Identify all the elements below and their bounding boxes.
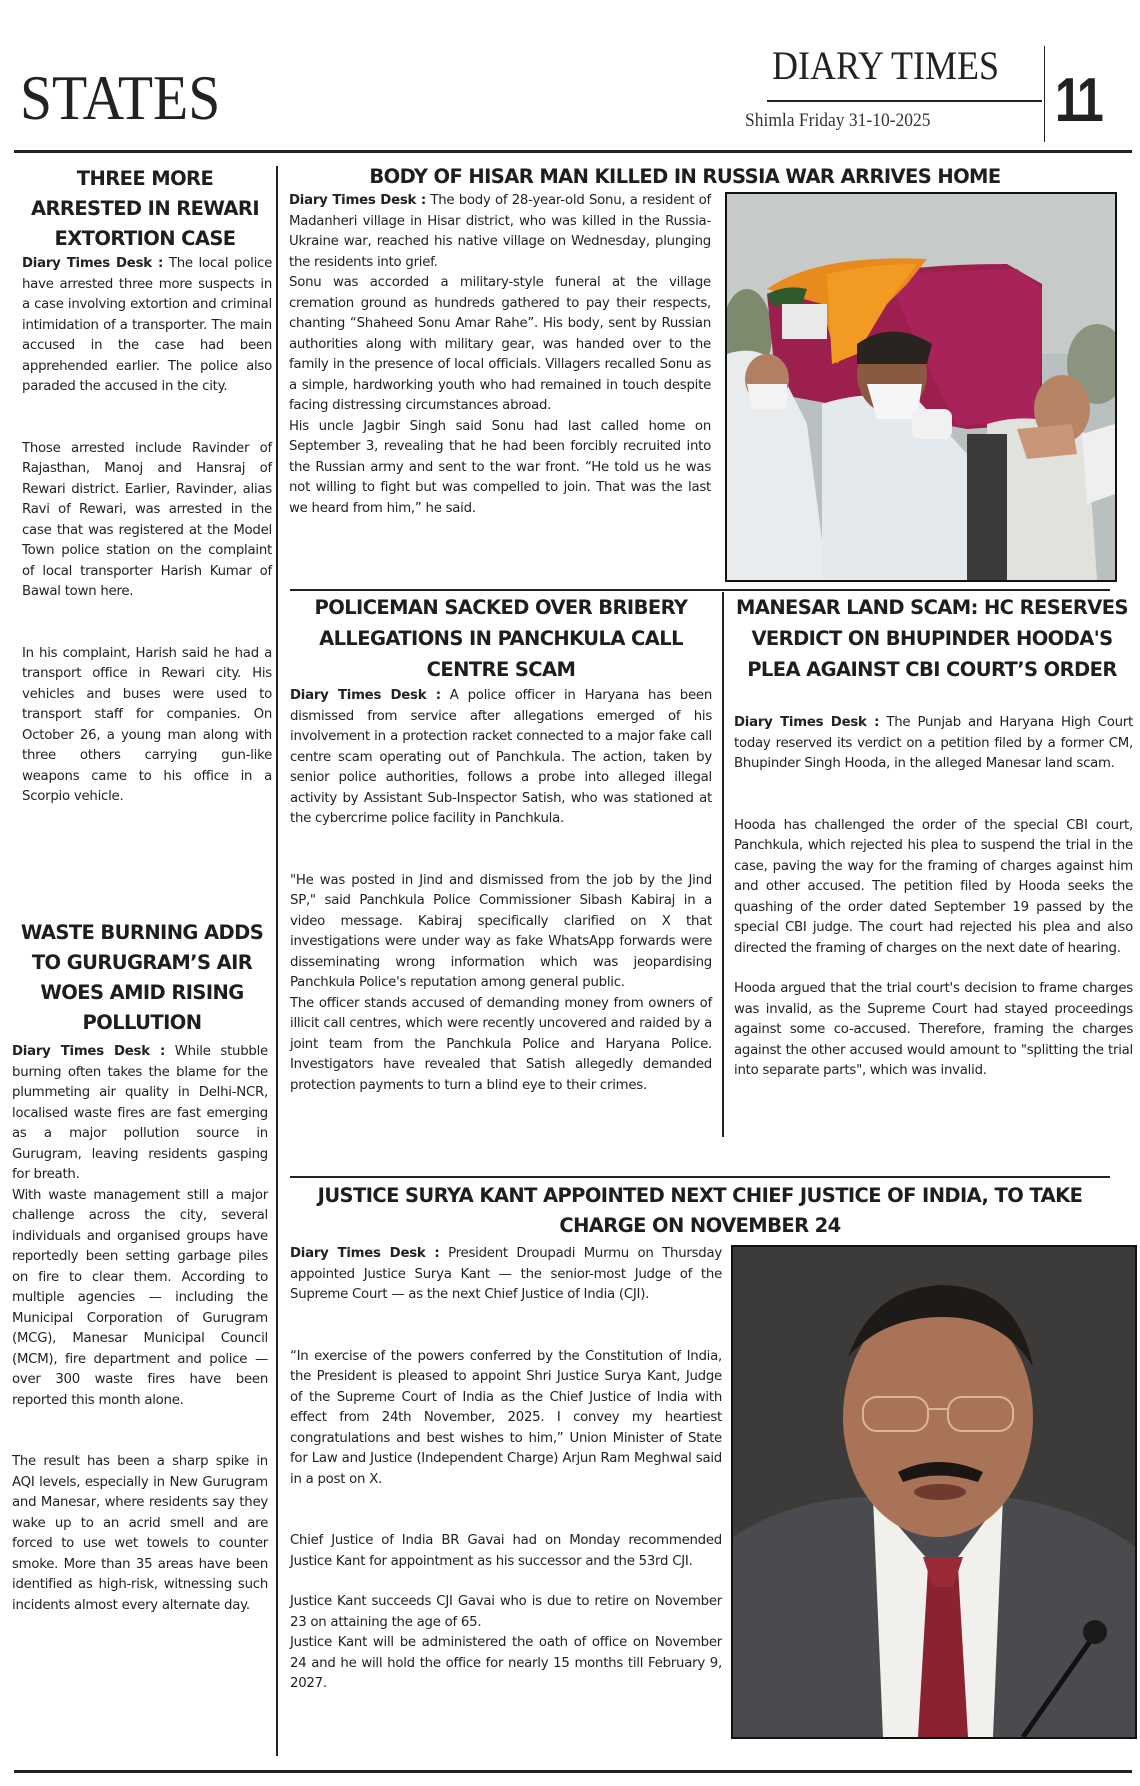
masthead-underline [767, 100, 1042, 102]
story-separator-middle [290, 589, 1110, 591]
top-rule [14, 150, 1132, 153]
paragraph-text: A police officer in Haryana has been dismissed from service after allegations emerged of his involvement in a protection racket connected to a major fake call centre scam operating out of Panchkula. The action, taken by senior police authorities, follows a probe into alleged illegal activity by Assistant Sub-Inspector Satish, who was stationed at the cybercrime police facility in Panchkula. [290, 688, 712, 826]
paragraph: With waste management still a major challenge across the city, several individuals and organised groups have reportedly been setting garbage piles on fire to clear them. According to multiple agencies — including the Municipal Corporation of Gurugram (MCG), Manesar Municipal Council (MCM), fire department and police — over 300 waste fires have been reported this month alone. [12, 1187, 268, 1408]
paragraph: Hooda has challenged the order of the special CBI court, Panchkula, which rejected his plea to suspend the trial in the case, paving the way for the framing of charges against him and other accused. The petition filed by Hooda seeks the quashing of the order dated September 19 passed by the special CBI judge. The court had rejected his plea and also directed the framing of charges on the next date of hearing. [734, 817, 1133, 956]
paragraph: Sonu was accorded a military-style funeral at the village cremation ground as hundreds gathered to pay their respects, chanting “Shaheed Sonu Amar Rahe”. His body, sent by Russian authorities along with military gear, was handed over to the family in the presence of local officials. Villagers recalled Sonu as a simple, hardworking youth who had remained in touch despite facing distressing circumstances abroad. [289, 275, 711, 413]
byline: Diary Times Desk : [22, 256, 164, 271]
story-body [290, 686, 712, 1096]
paragraph-text: The body of 28-year-old Sonu, a resident of Madanheri village in Hisar district, who was killed in the Russia-Ukraine war, reached his native village on Wednesday, plunging the residents into grief. [289, 193, 711, 270]
paragraph: The officer stands accused of demanding money from owners of illicit call centres, which were recently uncovered and raided by a joint team from the Panchkula Police and Haryana Police. Investigators have revealed that Satish allegedly demanded protection payments to turn a blind eye to their crimes. [290, 995, 712, 1093]
masthead-divider [1044, 46, 1045, 142]
byline: Diary Times Desk : [290, 688, 441, 703]
paragraph: Chief Justice of India BR Gavai had on Monday recommended Justice Kant for appointment as his successor and the 53rd CJI. [290, 1533, 722, 1569]
headline: MANESAR LAND SCAM: HC RESERVES VERDICT ON BHUPINDER HOODA'S PLEA AGAINST CBI COURT’S ORDER [736, 596, 1128, 681]
story-body [734, 713, 1133, 1082]
headline: WASTE BURNING ADDS TO GURUGRAM’S AIR WOES AMID RISING POLLUTION [20, 921, 264, 1034]
story-body [12, 1042, 268, 1616]
story-body [22, 254, 272, 808]
paragraph [734, 713, 1133, 775]
headline: POLICEMAN SACKED OVER BRIBERY ALLEGATIONS IN PANCHKULA CALL CENTRE SCAM [314, 596, 688, 681]
paragraph: His uncle Jagbir Singh said Sonu had last called home on September 3, revealing that he had been forcibly recruited into the Russian army and sent to the war front. “He told us he was not willing to fight but was compelled to join. That was the last we heard from him,” he said. [289, 418, 711, 516]
paragraph-text: While stubble burning often takes the blame for the plummeting air quality in Delhi-NCR, localised waste fires are fast emerging as a major pollution source in Gurugram, leaving residents gasping for breath. [12, 1044, 268, 1182]
story-body [289, 191, 711, 519]
paragraph [290, 1244, 722, 1306]
headline: JUSTICE SURYA KANT APPOINTED NEXT CHIEF JUSTICE OF INDIA, TO TAKE CHARGE ON NOVEMBER 24 [317, 1184, 1083, 1237]
paragraph-text: The Punjab and Haryana High Court today reserved its verdict on a petition filed by a former CM, Bhupinder Singh Hooda, in the alleged Manesar land scam. [734, 715, 1133, 771]
paragraph: "He was posted in Jind and dismissed from the job by the Jind SP," said Panchkula Police Commissioner Sibash Kabiraj in a video message. Kabiraj specifically clarified on X that investigations were under way as fake WhatsApp forwards were disseminating wrong information which was jeopardising Panchkula Police's reputation among general public. [290, 872, 712, 990]
headline: BODY OF HISAR MAN KILLED IN RUSSIA WAR ARRIVES HOME [369, 165, 1001, 188]
dateline: Shimla Friday 31-10-2025 [745, 110, 931, 131]
paragraph: In his complaint, Harish said he had a transport office in Rewari city. His vehicles and buses were used to transport staff for companies. On October 26, a young man along with three others carrying gun-like weapons came to his office in a Scorpio vehicle. [22, 645, 272, 804]
bottom-rule [14, 1770, 1132, 1773]
paragraph [290, 686, 712, 830]
paragraph: Justice Kant will be administered the oath of office on November 24 and he will hold the office for nearly 15 months till February 9, 2027. [290, 1635, 722, 1691]
byline: Diary Times Desk : [290, 1246, 440, 1261]
photo-funeral-procession [725, 192, 1117, 582]
column-divider-left [276, 166, 278, 1756]
newspaper-name: DIARY TIMES [772, 43, 1000, 88]
headline: THREE MORE ARRESTED IN REWARI EXTORTION CASE [31, 167, 259, 250]
justice-portrait-image [733, 1247, 1135, 1737]
paragraph: “In exercise of the powers conferred by the Constitution of India, the President is pleased to appoint Shri Justice Surya Kant, Judge of the Supreme Court of India as the Chief Justice of India with effect from 24th November, 2025. I convey my heartiest congratulations and best wishes to him,” Union Minister of State for Law and Justice (Independent Charge) Arjun Ram Meghwal said in a post on X. [290, 1348, 722, 1487]
paragraph: Justice Kant succeeds CJI Gavai who is due to retire on November 23 on attaining the age of 65. [290, 1594, 722, 1630]
story-body [290, 1244, 722, 1695]
story-separator-lower [290, 1176, 1110, 1178]
paragraph-text: The local police have arrested three more suspects in a case involving extortion and criminal intimidation of a transporter. The main accused in the case had been apprehended earlier. The police also paraded the accused in the city. [22, 256, 273, 394]
photo-justice-surya-kant [731, 1245, 1137, 1739]
byline: Diary Times Desk : [734, 715, 880, 730]
column-divider-right [722, 592, 724, 1137]
paragraph [289, 191, 711, 273]
paragraph [22, 254, 272, 398]
paragraph: Those arrested include Ravinder of Rajasthan, Manoj and Hansraj of Rewari district. Earlier, Ravinder, alias Ravi of Rewari, was arrested in the case that was registered at the Model Town police station on the complaint of local transporter Harish Kumar of Bawal town here. [22, 440, 272, 599]
funeral-procession-image [727, 194, 1115, 580]
paragraph: Hooda argued that the trial court's decision to frame charges was invalid, as the Supreme Court had stayed proceedings against some co-accused. Therefore, framing the charges against the other accused would amount to "splitting the trial into separate parts", which was invalid. [734, 981, 1133, 1078]
section-title: STATES [20, 62, 221, 133]
byline: Diary Times Desk : [289, 193, 426, 208]
paragraph [12, 1042, 268, 1186]
page-number: 11 [1055, 66, 1102, 135]
byline: Diary Times Desk : [12, 1044, 166, 1059]
paragraph-text: President Droupadi Murmu on Thursday appointed Justice Surya Kant — the senior-most Judge of the Supreme Court — as the next Chief Justice of India (CJI). [290, 1246, 722, 1302]
paragraph: The result has been a sharp spike in AQI levels, especially in New Gurugram and Manesar, where residents say they wake up to an acrid smell and are forced to use wet towels to counter smoke. More than 35 areas have been identified as high-risk, witnessing such incidents almost every alternate day. [12, 1454, 268, 1613]
